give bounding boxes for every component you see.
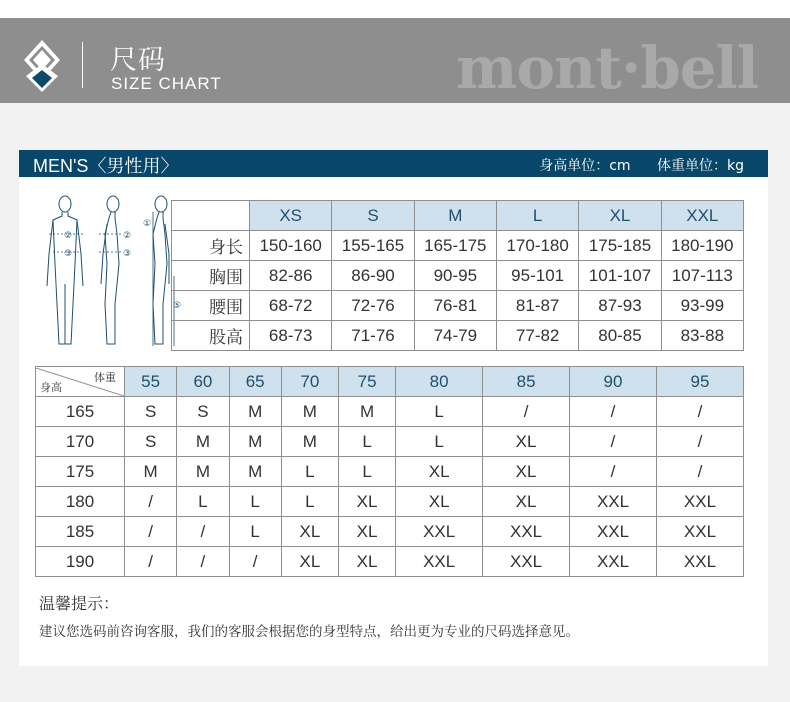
header-title: 尺码 xyxy=(110,45,166,76)
table-cell: 93-99 xyxy=(661,291,743,321)
header-divider xyxy=(82,42,83,88)
table-cell: M xyxy=(229,397,281,427)
table-cell: 95-101 xyxy=(496,261,578,291)
brand-logo: mont·bell xyxy=(456,34,758,102)
figure-marker: ③ xyxy=(64,249,73,259)
table-row xyxy=(172,261,744,291)
measurement-label: 胸围 xyxy=(172,261,250,291)
table-cell: / xyxy=(177,517,229,547)
size-header: M xyxy=(414,201,496,231)
table-cell: / xyxy=(177,547,229,577)
table-cell: 90-95 xyxy=(414,261,496,291)
table-cell: M xyxy=(281,427,338,457)
table-cell: 82-86 xyxy=(250,261,332,291)
table-cell: 80-85 xyxy=(579,321,661,351)
table-cell: M xyxy=(338,397,395,427)
table-cell: / xyxy=(125,547,177,577)
table-cell: XXL xyxy=(656,487,743,517)
table-cell: / xyxy=(656,457,743,487)
height-label: 190 xyxy=(36,547,125,577)
table-cell: M xyxy=(281,397,338,427)
table-cell: XXL xyxy=(483,547,570,577)
table-cell: XXL xyxy=(656,547,743,577)
height-weight-fit-table xyxy=(35,366,744,577)
brand-diamond-icon xyxy=(24,40,60,92)
table-cell: XXL xyxy=(570,517,657,547)
height-unit: 身高单位：cm xyxy=(539,158,631,174)
table-row xyxy=(36,547,744,577)
table-cell: 150-160 xyxy=(250,231,332,261)
table-cell: 107-113 xyxy=(661,261,743,291)
table-row xyxy=(172,291,744,321)
weight-header: 90 xyxy=(570,367,657,397)
size-measurement-table xyxy=(171,200,744,351)
table-cell: M xyxy=(177,457,229,487)
table-header-row xyxy=(172,201,744,231)
table-cell: L xyxy=(338,427,395,457)
tips-body: 建议您选码前咨询客服，我们的客服会根据您的身型特点，给出更为专业的尺码选择意见。 xyxy=(39,624,579,640)
table-cell: / xyxy=(229,547,281,577)
table-row xyxy=(36,457,744,487)
header-subtitle: SIZE CHART xyxy=(111,74,222,93)
table-cell: / xyxy=(125,487,177,517)
tips-title: 温馨提示： xyxy=(39,594,120,613)
table-cell: S xyxy=(125,397,177,427)
table-row xyxy=(36,427,744,457)
table-cell: XL xyxy=(338,487,395,517)
table-cell: 71-76 xyxy=(332,321,414,351)
table-cell: 76-81 xyxy=(414,291,496,321)
height-label: 180 xyxy=(36,487,125,517)
size-header: XXL xyxy=(661,201,743,231)
table-cell: L xyxy=(229,487,281,517)
table-header-row xyxy=(36,367,744,397)
table-cell: / xyxy=(125,517,177,547)
size-header: S xyxy=(332,201,414,231)
figure-marker: ③ xyxy=(123,249,132,259)
weight-header: 75 xyxy=(338,367,395,397)
table-cell: XL xyxy=(483,487,570,517)
figure-marker: ① xyxy=(143,219,152,229)
table-cell: L xyxy=(338,457,395,487)
table-cell: 87-93 xyxy=(579,291,661,321)
table-cell: L xyxy=(177,487,229,517)
table-cell: M xyxy=(229,457,281,487)
height-label: 165 xyxy=(36,397,125,427)
measurement-label: 身长 xyxy=(172,231,250,261)
weight-header: 70 xyxy=(281,367,338,397)
size-header: XL xyxy=(579,201,661,231)
table-corner-cell xyxy=(36,367,125,397)
table-cell: XL xyxy=(483,427,570,457)
height-axis-label: 身高 xyxy=(40,380,62,394)
unit-info xyxy=(517,155,744,175)
weight-unit: 体重单位：kg xyxy=(657,158,744,174)
table-cell: / xyxy=(483,397,570,427)
table-cell: XL xyxy=(483,457,570,487)
table-cell: XL xyxy=(281,547,338,577)
section-title-bar xyxy=(19,150,768,177)
table-cell: XXL xyxy=(570,487,657,517)
figure-marker: ② xyxy=(123,231,132,241)
table-cell: XXL xyxy=(570,547,657,577)
weight-axis-label: 体重 xyxy=(94,370,116,384)
table-cell: XL xyxy=(396,487,483,517)
table-cell: L xyxy=(281,487,338,517)
body-measurement-figures xyxy=(35,194,185,356)
table-cell: 101-107 xyxy=(579,261,661,291)
weight-header: 85 xyxy=(483,367,570,397)
table-cell: XXL xyxy=(396,547,483,577)
weight-header: 60 xyxy=(177,367,229,397)
table-row xyxy=(36,487,744,517)
table-cell: XL xyxy=(396,457,483,487)
table-cell: / xyxy=(656,397,743,427)
height-label: 185 xyxy=(36,517,125,547)
table-cell: 86-90 xyxy=(332,261,414,291)
table-cell: XL xyxy=(281,517,338,547)
table-cell: / xyxy=(656,427,743,457)
table-row xyxy=(36,517,744,547)
table-cell: 81-87 xyxy=(496,291,578,321)
table-cell: 83-88 xyxy=(661,321,743,351)
table-cell: 68-72 xyxy=(250,291,332,321)
table-cell: L xyxy=(281,457,338,487)
table-cell: / xyxy=(570,397,657,427)
table-cell: / xyxy=(570,427,657,457)
table-cell: 170-180 xyxy=(496,231,578,261)
table-cell: S xyxy=(125,427,177,457)
table-cell: XL xyxy=(338,547,395,577)
table-cell: XXL xyxy=(656,517,743,547)
measurement-label: 腰围 xyxy=(172,291,250,321)
size-header: L xyxy=(496,201,578,231)
table-corner-cell xyxy=(172,201,250,231)
table-cell: 165-175 xyxy=(414,231,496,261)
table-cell: 180-190 xyxy=(661,231,743,261)
table-cell: L xyxy=(229,517,281,547)
table-cell: M xyxy=(177,427,229,457)
weight-header: 80 xyxy=(396,367,483,397)
weight-header: 95 xyxy=(656,367,743,397)
table-cell: / xyxy=(570,457,657,487)
table-cell: XXL xyxy=(483,517,570,547)
table-cell: XXL xyxy=(396,517,483,547)
table-cell: 74-79 xyxy=(414,321,496,351)
table-cell: 155-165 xyxy=(332,231,414,261)
table-cell: L xyxy=(396,427,483,457)
table-cell: 77-82 xyxy=(496,321,578,351)
page-header xyxy=(0,18,790,103)
top-strip xyxy=(0,0,790,18)
table-cell: 175-185 xyxy=(579,231,661,261)
table-cell: S xyxy=(177,397,229,427)
table-cell: M xyxy=(229,427,281,457)
weight-header: 55 xyxy=(125,367,177,397)
table-cell: 72-76 xyxy=(332,291,414,321)
table-row xyxy=(36,397,744,427)
table-cell: L xyxy=(396,397,483,427)
weight-header: 65 xyxy=(229,367,281,397)
height-label: 170 xyxy=(36,427,125,457)
table-cell: XL xyxy=(338,517,395,547)
section-title: MEN'S〈男性用〉 xyxy=(33,156,179,176)
table-cell: 68-73 xyxy=(250,321,332,351)
table-cell: M xyxy=(125,457,177,487)
table-row xyxy=(172,231,744,261)
figure-marker: ⑤ xyxy=(173,301,182,311)
figure-marker: ② xyxy=(64,231,73,241)
size-chart-panel xyxy=(19,150,768,666)
table-row xyxy=(172,321,744,351)
height-label: 175 xyxy=(36,457,125,487)
measurement-label: 股高 xyxy=(172,321,250,351)
size-header: XS xyxy=(250,201,332,231)
